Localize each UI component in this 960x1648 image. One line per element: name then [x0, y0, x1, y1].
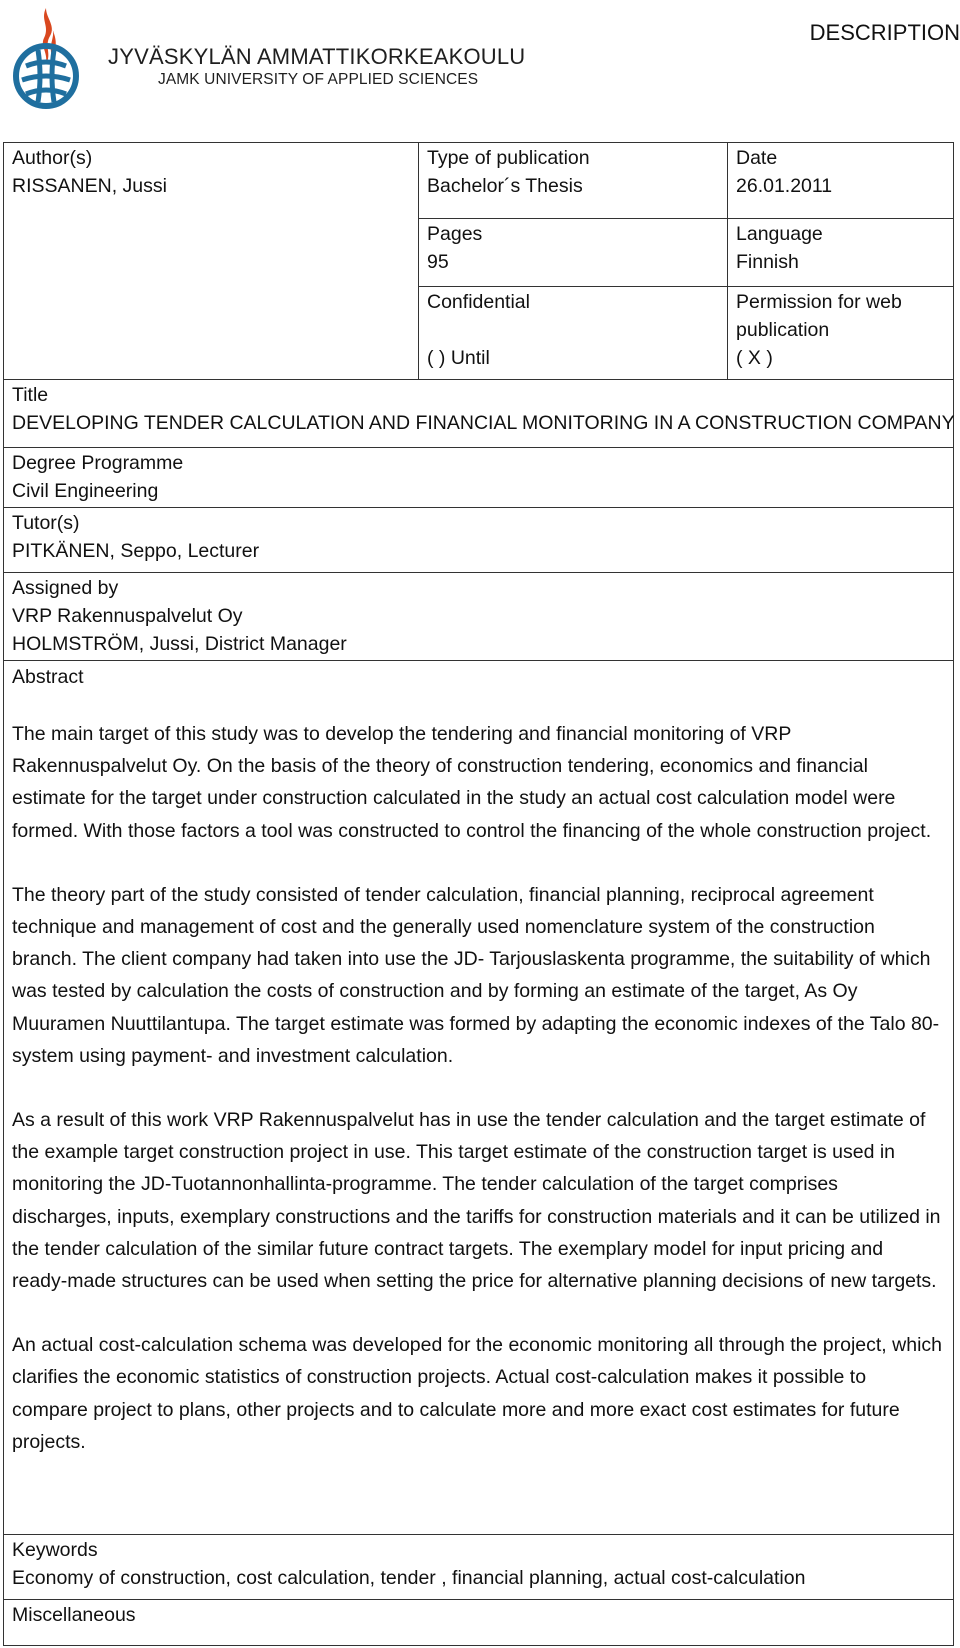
tutors-value: PITKÄNEN, Seppo, Lecturer — [12, 540, 260, 562]
assigned-by-cell — [4, 572, 953, 660]
assigned-by-person: HOLMSTRÖM, Jussi, District Manager — [12, 633, 347, 655]
abstract-paragraph: The main target of this study was to develop the tendering and financial monitoring of VRP Rakennuspalvelut Oy. On the basis of the theory of construction tendering, economics and financial estimate for the target under construction calculated in the study an actual cost calculation model were formed. With those factors a tool was constructed to control the financing of the whole construction project. — [12, 723, 932, 842]
web-permission-value: ( X ) — [736, 347, 773, 369]
language-cell — [727, 218, 953, 286]
keywords-label: Keywords — [12, 1539, 98, 1561]
publication-type-value: Bachelor´s Thesis — [427, 175, 583, 197]
pages-value: 95 — [427, 251, 449, 273]
authors-label: Author(s) — [12, 147, 93, 169]
abstract-label: Abstract — [12, 666, 84, 688]
authors-cell — [4, 143, 418, 379]
abstract-body — [12, 718, 942, 1490]
institution-name — [108, 44, 525, 89]
miscellaneous-cell — [4, 1599, 953, 1645]
publication-type-cell — [418, 143, 727, 218]
date-value: 26.01.2011 — [736, 175, 833, 197]
keywords-cell — [4, 1534, 953, 1599]
description-form — [3, 142, 954, 1646]
web-permission-cell — [727, 286, 953, 379]
abstract-paragraph: An actual cost-calculation schema was developed for the economic monitoring all through the project, which clarifies the economic statistics of construction projects. Actual cost-calculation makes it possible to compare project to plans, other projects and to calculate more and more exact cost estimates for future projects. — [12, 1334, 943, 1453]
pages-cell — [418, 218, 727, 286]
language-value: Finnish — [736, 251, 799, 273]
pages-label: Pages — [427, 223, 483, 245]
jamk-logo-icon — [12, 6, 80, 114]
date-cell — [727, 143, 953, 218]
date-label: Date — [736, 147, 778, 169]
miscellaneous-label: Miscellaneous — [12, 1604, 136, 1626]
tutors-cell — [4, 507, 953, 572]
confidential-label: Confidential — [427, 291, 530, 313]
confidential-cell — [418, 286, 727, 379]
confidential-spacer — [427, 316, 727, 344]
keywords-value: Economy of construction, cost calculation, tender , financial planning, actual cost-calculation — [12, 1567, 806, 1589]
title-value: DEVELOPING TENDER CALCULATION AND FINANCIAL MONITORING IN A CONSTRUCTION COMPANY — [12, 412, 955, 434]
assigned-by-company: VRP Rakennuspalvelut Oy — [12, 605, 243, 627]
abstract-paragraph: The theory part of the study consisted of tender calculation, financial planning, reciprocal agreement technique and management of cost and the generally used nomenclature system of the construction branch. The client company had taken into use the JD- Tarjouslaskenta programme, the suitability of which was tested by calculation the costs of construction and by forming an estimate of the target, As Oy Muuramen Nuuttilantupa. The target estimate was formed by adapting the economic indexes of the Talo 80-system using payment- and investment calculation. — [12, 883, 940, 1067]
language-label: Language — [736, 223, 823, 245]
page-header — [0, 0, 960, 130]
institution-name-en: JAMK UNIVERSITY OF APPLIED SCIENCES — [158, 71, 479, 88]
degree-programme-value: Civil Engineering — [12, 480, 159, 502]
authors-value: RISSANEN, Jussi — [12, 175, 167, 197]
title-cell — [4, 379, 953, 447]
assigned-by-label: Assigned by — [12, 577, 119, 599]
document-type-label: DESCRIPTION — [809, 20, 960, 45]
institution-name-fi: JYVÄSKYLÄN AMMATTIKORKEAKOULU — [108, 44, 526, 69]
degree-programme-label: Degree Programme — [12, 452, 184, 474]
web-permission-label-2: publication — [736, 319, 830, 341]
title-label: Title — [12, 384, 49, 406]
abstract-paragraph: As a result of this work VRP Rakennuspalvelut has in use the tender calculation and the target estimate of the example target construction project in use. This target estimate of the construction target is used in monitoring the JD-Tuotannonhallinta-programme. The tender calculation of the target comprises discharges, inputs, exemplary constructions and the tariffs for construction materials and it can be utilized in the tender calculation of the similar future contract targets. The exemplary model for input pricing and ready-made structures can be used when setting the price for alternative planning decisions of new targets. — [12, 1109, 941, 1293]
abstract-cell — [4, 660, 953, 1534]
tutors-label: Tutor(s) — [12, 512, 80, 534]
publication-type-label: Type of publication — [427, 147, 590, 169]
confidential-value: ( ) Until — [427, 347, 490, 369]
degree-programme-cell — [4, 447, 953, 507]
web-permission-label-1: Permission for web — [736, 291, 902, 313]
